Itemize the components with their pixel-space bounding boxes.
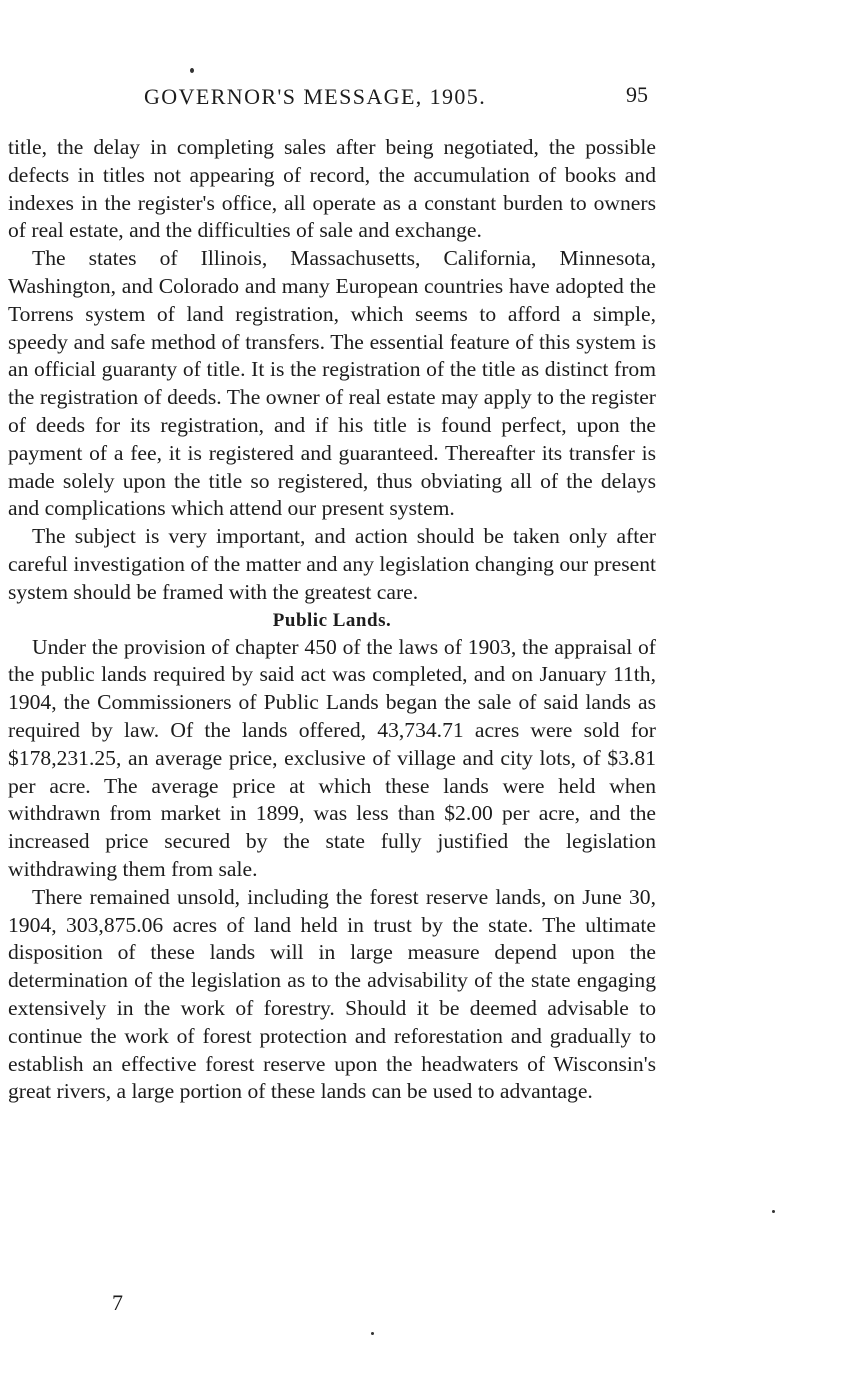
signature-mark: 7 xyxy=(112,1290,123,1315)
ink-speck xyxy=(371,1332,374,1335)
body-text xyxy=(8,134,656,1106)
ink-speck xyxy=(190,68,194,73)
ink-speck xyxy=(772,1210,775,1213)
paragraph-torrens-system: The states of Illinois, Massachusetts, California, Minnesota, Washington, and Colorado and many European countries have adopted the Torrens system of land registration, which seems to afford a simple, speedy and safe method of transfers. The essential feature of this system is an official guaranty of title. It is the registration of the title as distinct from the registration of deeds. The owner of real estate may apply to the register of deeds for its registration, and if his title is found perfect, upon the payment of a fee, it is registered and guaranteed. Thereafter its transfer is made solely upon the title so registered, thus obviating all of the delays and complications which attend our present system. xyxy=(8,246,656,521)
page-header xyxy=(0,84,844,120)
section-heading-public-lands: Public Lands. xyxy=(272,609,392,631)
paragraph-continuation: title, the delay in completing sales after being negotiated, the possible defects in titles not appearing of record, the accumulation of books and indexes in the register's office, all operate as a constant burden to owners of real estate, and the difficulties of sale and exchange. xyxy=(8,135,656,243)
paragraph-unsold-lands: There remained unsold, including the forest reserve lands, on June 30, 1904, 303,875.06 acres of land held in trust by the state. The ultimate disposition of these lands will in large measure depend upon the determination of the legislation as to the advisability of the state engaging extensively in the work of forestry. Should it be deemed advisable to continue the work of forest protection and reforestation and gradually to establish an effective forest reserve upon the headwaters of Wisconsin's great rivers, a large portion of these lands can be used to advantage. xyxy=(8,884,656,1104)
page-number: 95 xyxy=(626,82,648,107)
running-title: GOVERNOR'S MESSAGE, 1905. xyxy=(144,84,487,109)
paragraph-legislation-caution: The subject is very important, and action should be taken only after careful investigation of the matter and any legislation changing our present system should be framed with the greatest care. xyxy=(8,524,656,604)
paragraph-land-sales: Under the provision of chapter 450 of the laws of 1903, the appraisal of the public lands required by said act was completed, and on January 11th, 1904, the Commissioners of Public Lands began the sale of said lands as required by law. Of the lands offered, 43,734.71 acres were sold for $178,231.25, an average price, exclusive of village and city lots, of $3.81 per acre. The average price at which these lands were held when withdrawn from market in 1899, was less than $2.00 per acre, and the increased price secured by the state fully justified the legislation withdrawing them from sale. xyxy=(8,634,656,881)
